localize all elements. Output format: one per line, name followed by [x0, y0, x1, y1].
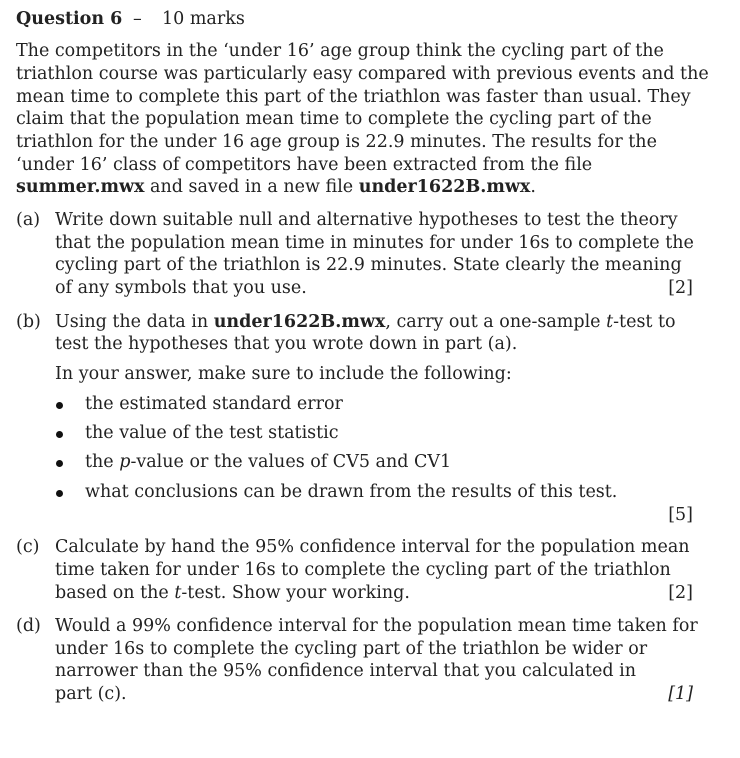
- bullet-item: what conclusions can be drawn from the results of this test.: [85, 482, 618, 502]
- part-a-line: cycling part of the triathlon is 22.9 minutes. State clearly the meaning: [55, 255, 682, 275]
- question-marks: 10 marks: [162, 9, 245, 29]
- part-label: (a): [16, 210, 41, 230]
- part-c-line: based on the t-test. Show your working.: [55, 583, 410, 603]
- intro-line: triathlon course was particularly easy compared with previous events and the: [16, 64, 709, 84]
- part-b-line: Using the data in under1622B.mwx, carry out a one-sample t-test to: [55, 312, 676, 332]
- intro-line: mean time to complete this part of the triathlon was faster than usual. They: [16, 87, 691, 107]
- bullet-icon: [56, 431, 63, 438]
- intro-line: summer.mwx and saved in a new file under1622B.mwx.: [16, 177, 536, 197]
- bullet-item: the p-value or the values of CV5 and CV1: [85, 452, 452, 472]
- part-a-line: that the population mean time in minutes for under 16s to complete the: [55, 233, 694, 253]
- part-c-line: Calculate by hand the 95% confidence interval for the population mean: [55, 537, 690, 557]
- part-label: (c): [16, 537, 40, 557]
- filename-under1622B: under1622B.mwx: [213, 312, 386, 332]
- part-d-line: under 16s to complete the cycling part of the triathlon be wider or: [55, 639, 648, 659]
- bullet-icon: [56, 402, 63, 409]
- part-d-line: Would a 99% confidence interval for the population mean time taken for: [55, 616, 698, 636]
- part-a-marks: [2]: [668, 278, 693, 298]
- part-d-marks: [1]: [668, 684, 693, 704]
- part-b-line: test the hypotheses that you wrote down in part (a).: [55, 334, 518, 354]
- part-b-line: In your answer, make sure to include the following:: [55, 364, 512, 384]
- question-title: Question 6: [16, 9, 123, 29]
- header-dash: –: [133, 9, 142, 29]
- part-label: (b): [16, 312, 41, 332]
- part-d-line: part (c).: [55, 684, 127, 704]
- part-label: (d): [16, 616, 41, 636]
- intro-line: ‘under 16’ class of competitors have been extracted from the file: [16, 155, 593, 175]
- intro-line: claim that the population mean time to complete the cycling part of the: [16, 109, 652, 129]
- bullet-item: the value of the test statistic: [85, 423, 339, 443]
- bullet-item: the estimated standard error: [85, 394, 343, 414]
- part-d-line: narrower than the 95% confidence interval that you calculated in: [55, 661, 636, 681]
- filename-under1622B: under1622B.mwx: [358, 177, 531, 197]
- bullet-icon: [56, 490, 63, 497]
- filename-summer: summer.mwx: [16, 177, 145, 197]
- intro-line: triathlon for the under 16 age group is 22.9 minutes. The results for the: [16, 132, 657, 152]
- part-b-marks: [5]: [668, 505, 693, 525]
- part-a-line: of any symbols that you use.: [55, 278, 307, 298]
- part-c-marks: [2]: [668, 583, 693, 603]
- intro-line: The competitors in the ‘under 16’ age group think the cycling part of the: [16, 41, 664, 61]
- bullet-icon: [56, 460, 63, 467]
- part-c-line: time taken for under 16s to complete the cycling part of the triathlon: [55, 560, 671, 580]
- part-a-line: Write down suitable null and alternative hypotheses to test the theory: [55, 210, 678, 230]
